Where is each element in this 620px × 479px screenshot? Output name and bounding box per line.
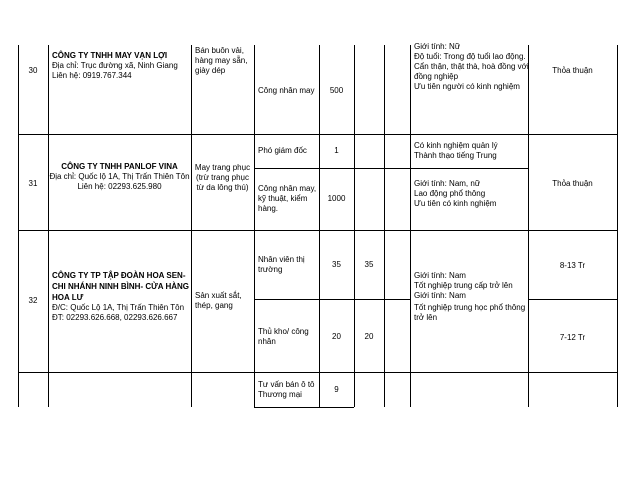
requirement-line: Giới tính: Nam, nữ [414,179,481,188]
requirement-line: Ưu tiên có kinh nghiệm [414,199,497,208]
col-border [191,45,192,407]
company-contact: Liên hệ: 0919.767.344 [52,71,132,80]
position-title: Công nhân may [258,86,315,95]
industry-line: Sản xuất sắt, [195,291,242,300]
position-quantity: 1000 [327,194,346,203]
position-title: trường [258,265,283,274]
position-title: kỹ thuật, kiểm [258,194,308,203]
position-title: Công nhân may, [258,184,317,193]
requirement-line: Giới tính: Nữ [414,42,461,51]
requirement-line: Tốt nghiệp trung học phổ thông [414,303,526,312]
requirement-line: Ưu tiên người có kinh nghiệm [414,82,520,91]
requirement-line: Giới tính: Nam [414,291,466,300]
requirement-line: Thành thạo tiếng Trung [414,151,497,160]
industry-line: từ da lông thú) [196,183,249,192]
industry-line: giày dép [195,66,226,75]
col-border [384,45,385,407]
cell-border [410,168,528,169]
industry-line: May trang phục [194,163,251,172]
position-title: hàng. [258,204,279,213]
salary: 7-12 Tr [559,333,586,342]
company-address: Địa chỉ: Trục đường xã, Ninh Giang [52,61,178,70]
industry-line: Bán buôn vải, [195,46,244,55]
col-border [354,45,355,407]
cell-border [528,299,617,300]
requirement-line: Độ tuổi: Trong độ tuổi lao động. [414,52,526,61]
industry-line: (trừ trang phục [196,173,249,182]
col-border [18,45,19,407]
position-title: Nhân viên thị [258,255,305,264]
company-name: CÔNG TY TNHH MAY VẠN LỢI [52,51,168,60]
company-address: Địa chỉ: Quốc lộ 1A, Thị Trấn Thiên Tôn [49,172,190,181]
requirement-line: Cẩn thận, thật thà, hoà đồng với [414,62,529,71]
col-border [617,45,618,407]
col-border [48,45,49,407]
requirement-line: Giới tính: Nam [414,271,466,280]
company-name: CÔNG TY TP TẬP ĐOÀN HOA SEN- [52,271,186,280]
cell-border [254,168,410,169]
row-number: 31 [28,179,38,188]
position-title: Phó giám đốc [258,146,307,155]
requirement-line: Có kinh nghiệm quản lý [414,141,498,150]
position-title: Thủ kho/ công [258,327,309,336]
position-quantity: 1 [334,146,339,155]
company-name: CHI NHÁNH NINH BÌNH- CỬA HÀNG [52,282,189,291]
company-name: HOA LƯ [52,293,84,302]
industry-line: hàng may sẵn, [195,56,248,65]
position-title: Thương mại [258,390,302,399]
position-quantity: 20 [332,332,341,341]
salary: 8-13 Tr [559,261,586,270]
position-quantity: 35 [332,260,341,269]
row-number: 32 [28,296,38,305]
position-title: Tư vấn bán ô tô [258,380,315,389]
col-border [319,45,320,407]
position-quantity-2: 35 [364,260,374,269]
company-contact: Liên hệ: 02293.625.980 [77,182,162,191]
row-number: 30 [28,66,38,75]
salary: Thỏa thuận [552,179,593,188]
company-address: Đ/C: Quốc Lộ 1A, Thị Trấn Thiên Tôn [52,303,185,312]
position-quantity: 500 [329,86,344,95]
requirement-line: đồng nghiệp [414,72,459,81]
requirement-line: Tốt nghiệp trung cấp trở lên [414,281,513,290]
requirement-line: trở lên [414,313,438,322]
position-quantity: 9 [334,385,339,394]
requirement-line: Lao động phổ thông [414,189,486,198]
company-contact: ĐT: 02293.626.668, 02293.626.667 [52,313,178,322]
industry-line: thép, gang [195,301,233,310]
salary: Thỏa thuận [552,66,593,75]
position-title: nhân [258,337,276,346]
company-name: CÔNG TY TNHH PANLOF VINA [61,162,178,171]
col-border [254,45,255,407]
col-border [528,45,529,407]
col-border [410,45,411,407]
cell-border [254,407,354,408]
position-quantity-2: 20 [364,332,374,341]
cell-border [254,299,410,300]
